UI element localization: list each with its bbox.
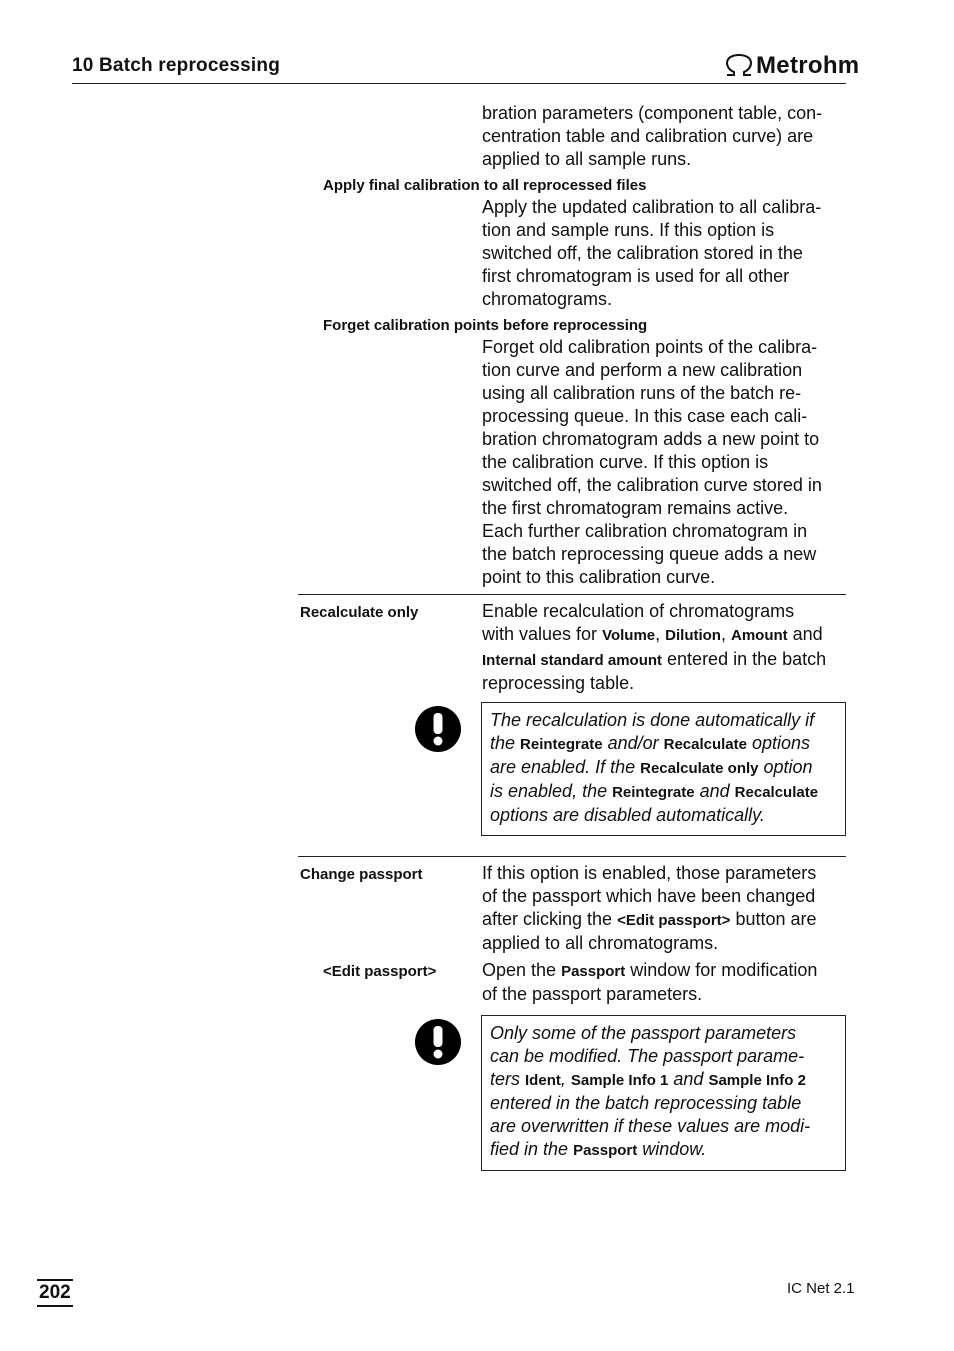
change-passport-label: Change passport <box>300 866 423 883</box>
recalculate-only-label: Recalculate only <box>300 604 419 621</box>
edit-passport-text: Open the Passport window for modification of the passport parameters. <box>482 960 818 1004</box>
logo-text: Metrohm <box>756 52 860 79</box>
forget-calibration-points-text: Forget old calibration points of the calibra- tion curve and perform a new calibration using all calibration runs of the batch re- processing queue. In this case each cali- bration chromatogram adds a new point to the calibration curve. If this option is switched off, the calibration curve stored in the first chromatogram remains active. Each further calibration chromatogram in the batch reprocessing queue adds a new point to this calibration curve. <box>482 337 822 587</box>
note-exclamation-icon <box>415 706 461 757</box>
intro-paragraph: bration parameters (component table, con- centration table and calibration curve) are applied to all sample runs. <box>482 103 823 169</box>
passport-note-box: Only some of the passport parameters can be modified. The passport parame- ters Ident, Sample Info 1 and Sample Info 2 entered in the batch reprocessing table are overwritten if these values are modi- fied in the Passport window. <box>481 1015 846 1171</box>
recalculate-note-box: The recalculation is done automatically if the Reintegrate and/or Recalculate options are enabled. If the Recalculate only option is enabled, the Reintegrate and Recalculate options are disabled automatically. <box>481 702 846 836</box>
header-rule <box>72 83 846 84</box>
apply-final-calibration-label: Apply final calibration to all reprocessed files <box>323 177 647 194</box>
section-header-title: 10 Batch reprocessing <box>72 55 281 76</box>
forget-calibration-points-label: Forget calibration points before reprocessing <box>323 317 648 334</box>
omega-icon <box>724 54 754 78</box>
apply-final-calibration-text: Apply the updated calibration to all calibra- tion and sample runs. If this option is switched off, the calibration stored in the first chromatogram is used for all other chromatograms. <box>482 197 822 309</box>
note-exclamation-icon <box>415 1019 461 1070</box>
footer-product-name: IC Net 2.1 <box>787 1280 855 1297</box>
edit-passport-label: <Edit passport> <box>323 963 437 980</box>
recalculate-only-text: Enable recalculation of chromatograms with values for Volume, Dilution, Amount and Internal standard amount entered in the batch reprocessing table. <box>482 601 827 693</box>
change-passport-text: If this option is enabled, those parameters of the passport which have been changed after clicking the <Edit passport> button are applied to all chromatograms. <box>482 863 817 953</box>
metrohm-logo <box>724 52 859 80</box>
section-divider <box>298 856 846 857</box>
section-divider <box>298 594 846 595</box>
page-number: 202 <box>37 1279 73 1307</box>
